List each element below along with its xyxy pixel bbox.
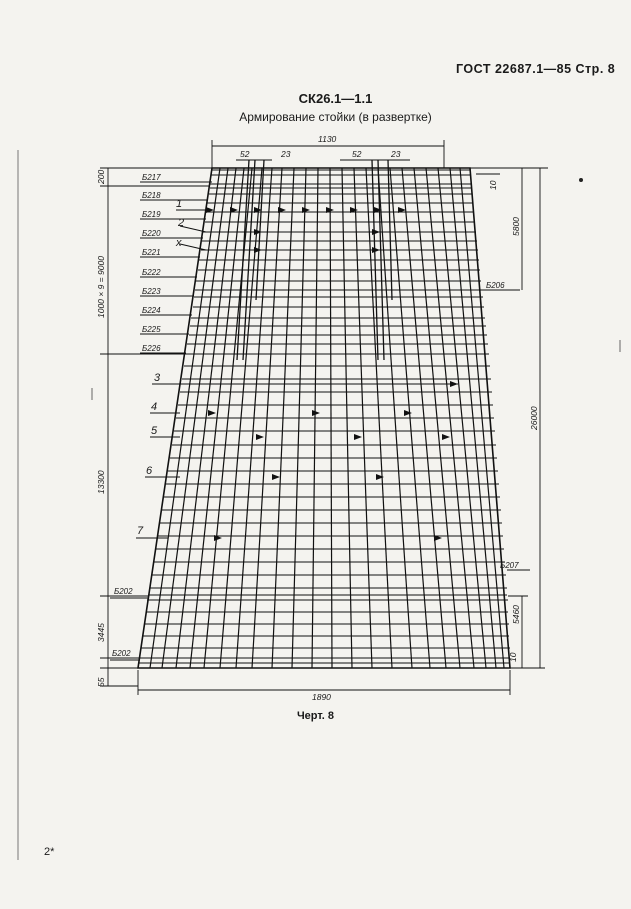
- position-number: 7: [137, 525, 144, 537]
- position-number: 3: [154, 372, 161, 384]
- top-spacing-b: 23: [281, 149, 291, 159]
- right-dim-top-offset: 10: [488, 180, 498, 190]
- product-mark-title: СК26.1—1.1: [298, 91, 373, 106]
- document-header: ГОСТ 22687.1—85 Стр. 8: [456, 62, 616, 76]
- bar-label: Б206: [486, 281, 505, 290]
- position-number: 2: [178, 217, 185, 229]
- bar-label: Б222: [142, 268, 161, 277]
- right-dim-lower: 5460: [511, 605, 521, 624]
- bar-label: Б220: [142, 229, 161, 238]
- position-number: x: [176, 237, 182, 249]
- bar-label: Б223: [142, 287, 161, 296]
- bar-label: Б202: [112, 649, 131, 658]
- bar-label: Б221: [142, 248, 161, 257]
- bottom-width-label: 1890: [312, 692, 331, 702]
- left-dim-upper-zone: 1000 × 9 = 9000: [96, 256, 106, 318]
- position-number: 1: [176, 198, 183, 210]
- left-dim-lower-zone: 3445: [96, 623, 106, 642]
- top-spacing-a: 52: [240, 149, 250, 159]
- position-number: 5: [151, 425, 158, 437]
- bar-label: Б219: [142, 210, 161, 219]
- position-number: 4: [151, 401, 158, 413]
- page-footer-mark: 2*: [44, 846, 55, 858]
- right-dim-upper: 5800: [511, 217, 521, 236]
- bar-label: Б202: [114, 587, 133, 596]
- left-dim-bottom: 55: [96, 677, 106, 687]
- drawing-subtitle: Армирование стойки (в развертке): [239, 110, 432, 124]
- scan-speck: [579, 178, 583, 182]
- bar-label: Б224: [142, 306, 161, 315]
- figure-caption: Черт. 8: [296, 710, 335, 722]
- bottom-dimensions: [100, 668, 545, 695]
- top-spacing-d: 23: [391, 149, 401, 159]
- top-width-label: 1130: [318, 134, 337, 144]
- left-dim-middle-zone: 13300: [96, 470, 106, 494]
- left-dim-top: 200: [96, 169, 106, 184]
- bar-label: Б218: [142, 191, 161, 200]
- bar-label: Б217: [142, 173, 161, 182]
- bar-label: Б225: [142, 325, 161, 334]
- right-label-leaders: [482, 290, 530, 570]
- position-number: 6: [146, 465, 153, 477]
- bar-label: Б207: [500, 561, 519, 570]
- right-dim-bottom-offset: 10: [508, 652, 518, 662]
- bar-label: Б226: [142, 344, 161, 353]
- right-dim-total: 26000: [529, 406, 539, 430]
- top-spacing-c: 52: [352, 149, 362, 159]
